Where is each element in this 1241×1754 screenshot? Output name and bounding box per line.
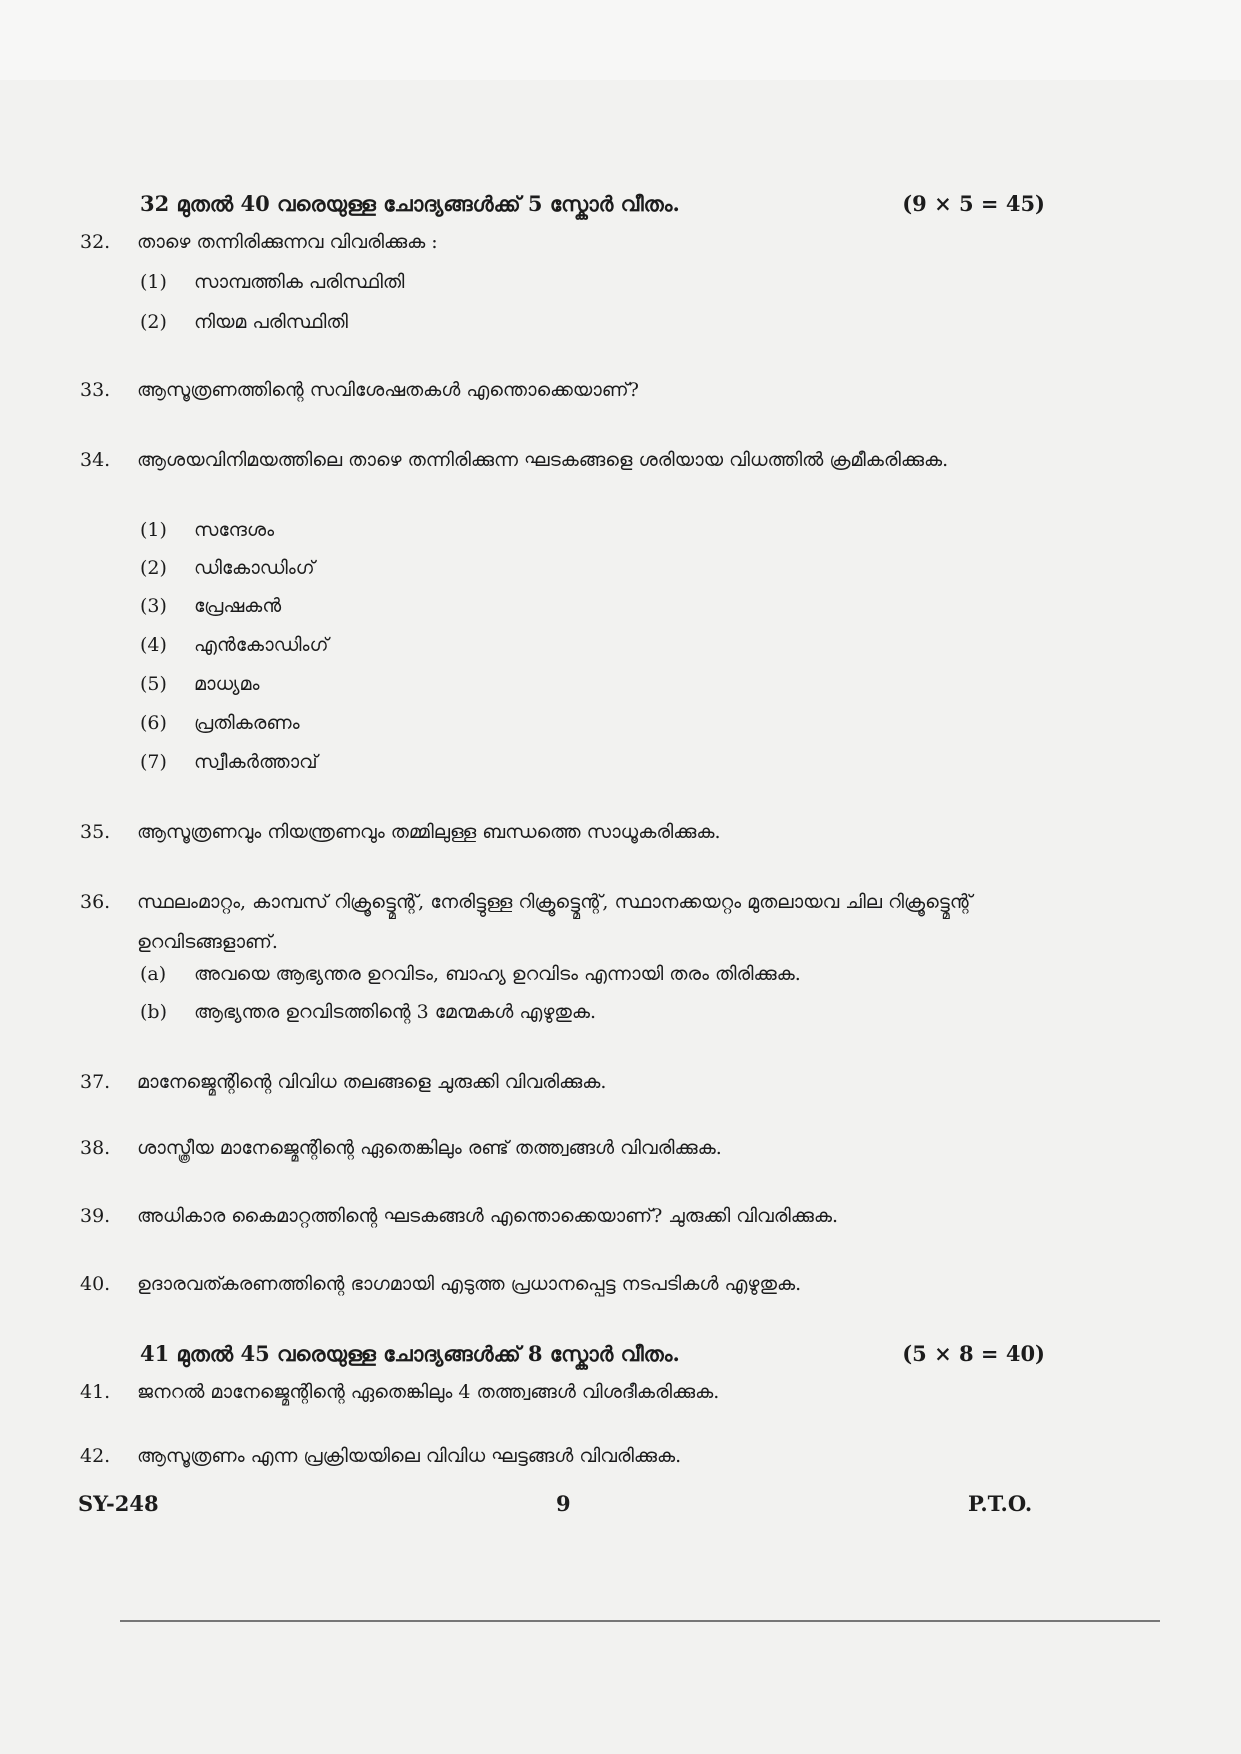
question-41 [80,1372,1015,1412]
option-label: (a) [140,963,167,985]
section-marks: (9 × 5 = 45) [902,191,1045,216]
question-35 [80,812,1015,852]
question-text: അധികാര കൈമാറ്റത്തിന്റെ ഘടകങ്ങൾ എന്തൊക്കെയാണ്? ചുരുക്കി വിവരിക്കുക. [137,1205,838,1227]
section-heading-text: 41 മുതൽ 45 വരെയുള്ള ചോദ്യങ്ങൾക്ക് 8 സ്കോർ വീതം. [140,1341,680,1366]
option-item [140,666,1020,702]
question-text: ആസൂത്രണവും നിയന്ത്രണവും തമ്മിലുള്ള ബന്ധത്തെ സാധൂകരിക്കുക. [137,821,721,843]
question-number: 39. [80,1205,111,1227]
option-label: (5) [140,673,167,695]
section-marks: (5 × 8 = 40) [902,1341,1045,1366]
option-text: അവയെ ആഭ്യന്തര ഉറവിടം, ബാഹ്യ ഉറവിടം എന്നായി തരം തിരിക്കുക. [194,963,801,985]
scan-top-margin [0,0,1241,80]
question-34 [80,440,1015,480]
option-item [140,956,1020,992]
section-heading-8-score [140,1336,1045,1372]
option-item [140,744,1020,780]
option-label: (2) [140,557,167,579]
option-text: നിയമ പരിസ്ഥിതി [194,311,348,333]
option-text: എൻകോഡിംഗ് [194,634,329,656]
option-label: (1) [140,519,167,541]
option-text: ഡികോഡിംഗ് [194,557,315,579]
option-item [140,994,1020,1030]
option-label: (3) [140,595,167,617]
section-heading-text: 32 മുതൽ 40 വരെയുള്ള ചോദ്യങ്ങൾക്ക് 5 സ്കോർ വീതം. [140,191,680,216]
question-38 [80,1128,1015,1168]
paper-code: SY-248 [78,1491,159,1516]
question-42 [80,1436,1015,1476]
page-number: 9 [556,1491,571,1516]
bottom-rule [120,1620,1160,1622]
option-text: മാധ്യമം [194,673,260,695]
question-text: ശാസ്ത്രീയ മാനേജ്മെന്റിന്റെ ഏതെങ്കിലും രണ്ട് തത്ത്വങ്ങൾ വിവരിക്കുക. [137,1137,722,1159]
option-label: (1) [140,271,167,293]
question-text: ആശയവിനിമയത്തിലെ താഴെ തന്നിരിക്കുന്ന ഘടകങ്ങളെ ശരിയായ വിധത്തിൽ ക്രമീകരിക്കുക. [137,449,949,471]
question-number: 35. [80,821,111,843]
option-label: (2) [140,311,167,333]
option-text: പ്രതികരണം [194,712,300,734]
question-number: 38. [80,1137,111,1159]
option-item [140,550,1020,586]
question-number: 34. [80,449,111,471]
option-text: സന്ദേശം [194,519,275,541]
question-36 [80,882,1015,962]
option-text: ആഭ്യന്തര ഉറവിടത്തിന്റെ 3 മേന്മകൾ എഴുതുക. [194,1001,597,1023]
option-label: (b) [140,1001,167,1023]
option-label: (7) [140,751,167,773]
section-heading-5-score [140,186,1045,222]
question-text: സ്ഥലംമാറ്റം, കാമ്പസ് റിക്രൂട്ട്മെന്റ്, നേരിട്ടുള്ള റിക്രൂട്ട്മെന്റ്, സ്ഥാനക്കയറ്റം മുതലായവ ചില റിക്രൂട്ട്മെന്റ് ഉറവിടങ്ങളാണ്. [137,891,973,953]
option-text: സ്വീകർത്താവ് [194,751,318,773]
question-text: ജനറൽ മാനേജ്മെന്റിന്റെ ഏതെങ്കിലും 4 തത്ത്വങ്ങൾ വിശദീകരിക്കുക. [137,1381,720,1403]
option-item [140,588,1020,624]
option-item [140,512,1020,548]
question-number: 41. [80,1381,111,1403]
question-number: 42. [80,1445,111,1467]
question-33 [80,370,1015,410]
option-item [140,627,1020,663]
question-text: ആസൂത്രണത്തിന്റെ സവിശേഷതകൾ എന്തൊക്കെയാണ്? [137,379,639,401]
question-39 [80,1196,1015,1236]
option-text: സാമ്പത്തിക പരിസ്ഥിതി [194,271,405,293]
option-label: (4) [140,634,167,656]
question-number: 36. [80,891,111,913]
question-number: 33. [80,379,111,401]
option-item [140,264,1020,300]
question-number: 37. [80,1071,111,1093]
option-text: പ്രേഷകൻ [194,595,282,617]
question-number: 32. [80,231,111,253]
question-text: ഉദാരവത്കരണത്തിന്റെ ഭാഗമായി എടുത്ത പ്രധാനപ്പെട്ട നടപടികൾ എഴുതുക. [137,1273,802,1295]
question-40 [80,1264,1015,1304]
please-turn-over: P.T.O. [968,1491,1033,1516]
question-text: മാനേജ്മെന്റിന്റെ വിവിധ തലങ്ങളെ ചുരുക്കി വിവരിക്കുക. [137,1071,607,1093]
question-32 [80,222,1015,262]
question-37 [80,1062,1015,1102]
option-item [140,304,1020,340]
question-text: ആസൂത്രണം എന്ന പ്രക്രിയയിലെ വിവിധ ഘട്ടങ്ങൾ വിവരിക്കുക. [137,1445,682,1467]
question-number: 40. [80,1273,111,1295]
question-text: താഴെ തന്നിരിക്കുന്നവ വിവരിക്കുക : [137,231,438,253]
option-label: (6) [140,712,167,734]
option-item [140,705,1020,741]
